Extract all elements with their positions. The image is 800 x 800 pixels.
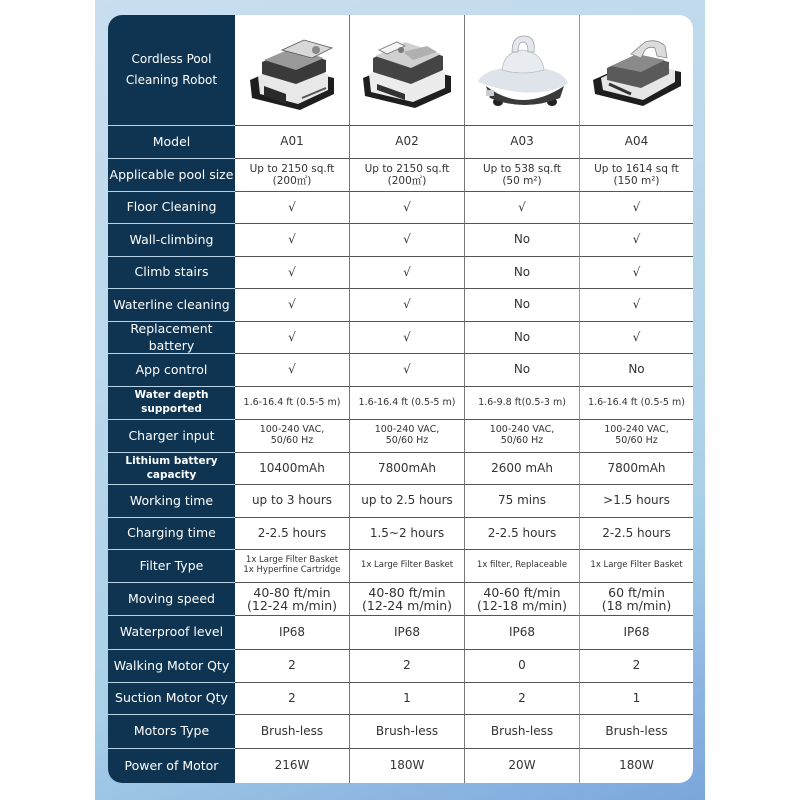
product-image-row (108, 15, 693, 126)
product-image-a03 (465, 15, 580, 126)
cell-a04: 2-2.5 hours (580, 518, 693, 550)
cell-a04 (580, 583, 693, 616)
cell-a01: √ (235, 224, 350, 257)
cell-a02: √ (350, 289, 465, 322)
cell-a02: √ (350, 224, 465, 257)
cell-line: (18 m/min) (601, 598, 672, 613)
row-label: Walking Motor Qty (108, 650, 235, 683)
table-row-filter-type (108, 550, 693, 583)
table-title-line1: Cordless Pool (131, 52, 212, 66)
cell-a04: √ (580, 257, 693, 289)
cell-a01: 1.6-16.4 ft (0.5-5 m) (235, 387, 350, 420)
cell-a01: 10400mAh (235, 453, 350, 485)
table-row-moving-speed (108, 583, 693, 616)
table-title (108, 15, 235, 126)
robot-a01-icon (242, 28, 342, 113)
cell-line: (200㎡) (387, 175, 427, 187)
cell-line: Up to 2150 sq.ft (364, 162, 450, 175)
cell-a03: No (465, 322, 580, 354)
cell-a02 (350, 583, 465, 616)
table-row-replacement-battery (108, 322, 693, 354)
table-row-motors-type (108, 715, 693, 749)
cell-line: 50/60 Hz (615, 435, 658, 446)
cell-a03: Brush-less (465, 715, 580, 749)
cell-a01 (235, 583, 350, 616)
cell-a02: up to 2.5 hours (350, 485, 465, 518)
cell-a04: 2 (580, 650, 693, 683)
table-row-waterline-cleaning (108, 289, 693, 322)
cell-a01: up to 3 hours (235, 485, 350, 518)
cell-a03: 2600 mAh (465, 453, 580, 485)
cell-a01 (235, 420, 350, 453)
cell-line: 50/60 Hz (385, 435, 429, 446)
cell-a02: IP68 (350, 616, 465, 650)
cell-a01: IP68 (235, 616, 350, 650)
cell-a04 (580, 159, 693, 192)
cell-a01: 216W (235, 749, 350, 783)
cell-line: 40-60 ft/min (483, 584, 561, 600)
cell-a03: 0 (465, 650, 580, 683)
row-label: Water depth supported (108, 387, 235, 420)
cell-a02: 180W (350, 749, 465, 783)
cell-a02: A02 (350, 126, 465, 159)
cell-a03: 2-2.5 hours (465, 518, 580, 550)
cell-line: Up to 2150 sq.ft (249, 162, 335, 175)
cell-a03 (465, 420, 580, 453)
cell-a03: IP68 (465, 616, 580, 650)
cell-a03 (465, 583, 580, 616)
cell-a01: Brush-less (235, 715, 350, 749)
product-image-a01 (235, 15, 350, 126)
cell-a01: A01 (235, 126, 350, 159)
cell-line: 100-240 VAC, (604, 424, 669, 436)
row-label: Waterproof level (108, 616, 235, 650)
cell-a02: √ (350, 322, 465, 354)
cell-a03: 1.6-9.8 ft(0.5-3 m) (465, 387, 580, 420)
table-row-working-time (108, 485, 693, 518)
cell-a04: 7800mAh (580, 453, 693, 485)
cell-a04 (580, 420, 693, 453)
cell-line: (50 m²) (502, 175, 542, 187)
cell-a04: IP68 (580, 616, 693, 650)
table-row-waterproof-level (108, 616, 693, 650)
cell-a02: Brush-less (350, 715, 465, 749)
cell-a01 (235, 550, 350, 583)
cell-a03: 2 (465, 683, 580, 715)
cell-a04: 1 (580, 683, 693, 715)
cell-line: 50/60 Hz (270, 435, 314, 446)
cell-line: (12-24 m/min) (246, 598, 337, 613)
table-row-battery-capacity (108, 453, 693, 485)
cell-line: 100-240 VAC, (374, 424, 440, 436)
row-label: Lithium battery capacity (108, 453, 235, 485)
row-label: Charging time (108, 518, 235, 550)
cell-a03: 75 mins (465, 485, 580, 518)
table-row-floor-cleaning (108, 192, 693, 224)
cell-line: 100-240 VAC, (259, 424, 325, 436)
cell-a02: 2 (350, 650, 465, 683)
cell-a03: 20W (465, 749, 580, 783)
row-label: Charger input (108, 420, 235, 453)
cell-a03: No (465, 289, 580, 322)
table-title-line2: Cleaning Robot (125, 73, 218, 87)
cell-a02: 7800mAh (350, 453, 465, 485)
cell-a04: √ (580, 224, 693, 257)
robot-a03-icon (472, 28, 572, 113)
cell-a02 (350, 420, 465, 453)
cell-a02: 1.5~2 hours (350, 518, 465, 550)
row-label: Suction Motor Qty (108, 683, 235, 715)
row-label: Power of Motor (108, 749, 235, 783)
cell-line: Up to 1614 sq ft (594, 162, 679, 175)
cell-a04: √ (580, 322, 693, 354)
cell-a04: A04 (580, 126, 693, 159)
row-label: Replacement battery (108, 322, 235, 354)
cell-a04: 180W (619, 758, 654, 773)
cell-a01: √ (235, 322, 350, 354)
cell-a01: 2 (235, 683, 350, 715)
table-row-app-control (108, 354, 693, 387)
cell-a03: A03 (465, 126, 580, 159)
product-image-a04 (580, 15, 693, 126)
row-label: Filter Type (108, 550, 235, 583)
row-label: Applicable pool size (108, 159, 235, 192)
cell-a04: 1x Large Filter Basket (580, 550, 693, 583)
comparison-table (108, 15, 693, 783)
row-label: Waterline cleaning (108, 289, 235, 322)
cell-line: 40-80 ft/min (253, 584, 331, 600)
product-image-a02 (350, 15, 465, 126)
table-row-suction-motor-qty (108, 683, 693, 715)
row-label: Wall-climbing (108, 224, 235, 257)
row-label: Model (108, 126, 235, 159)
cell-a03: No (465, 354, 580, 387)
cell-a02 (350, 159, 465, 192)
cell-line: (150 m²) (613, 175, 660, 187)
row-label: Moving speed (108, 583, 235, 616)
table-row-charger-input (108, 420, 693, 453)
row-label: Motors Type (108, 715, 235, 749)
cell-line: (200㎡) (272, 175, 312, 187)
cell-a03: √ (465, 192, 580, 224)
cell-a01: 2-2.5 hours (235, 518, 350, 550)
table-row-wall-climbing (108, 224, 693, 257)
cell-line: 60 ft/min (608, 584, 665, 600)
row-label: Climb stairs (108, 257, 235, 289)
cell-a04: √ (580, 289, 693, 322)
cell-a02: 1x Large Filter Basket (350, 550, 465, 583)
cell-a03: 1x filter, Replaceable (465, 550, 580, 583)
cell-line: 1x Large Filter Basket (245, 555, 339, 566)
cell-line: 100-240 VAC, (489, 424, 555, 436)
cell-a01: 2 (235, 650, 350, 683)
cell-a02: √ (350, 257, 465, 289)
cell-a01: √ (235, 289, 350, 322)
row-label: App control (108, 354, 235, 387)
cell-a04: Brush-less (580, 715, 693, 749)
table-row-power-of-motor (108, 749, 693, 783)
cell-a02: √ (350, 192, 465, 224)
cell-a01: √ (235, 192, 350, 224)
cell-line: (12-18 m/min) (476, 598, 567, 613)
cell-a01: √ (235, 257, 350, 289)
robot-a02-icon (357, 28, 457, 113)
cell-line: Up to 538 sq.ft (482, 162, 562, 175)
cell-a03: No (465, 257, 580, 289)
cell-a04: 1.6-16.4 ft (0.5-5 m) (580, 387, 693, 420)
table-row-charging-time (108, 518, 693, 550)
cell-a03: No (465, 224, 580, 257)
cell-a02: 1 (350, 683, 465, 715)
cell-a01: √ (235, 354, 350, 387)
cell-line: 40-80 ft/min (368, 584, 446, 600)
cell-a02: √ (350, 354, 465, 387)
cell-line: (12-24 m/min) (361, 598, 452, 613)
table-row-model (108, 126, 693, 159)
cell-line: 1x Hyperfine Cartridge (243, 565, 341, 575)
robot-a04-icon (587, 28, 687, 113)
cell-a04: >1.5 hours (580, 485, 693, 518)
table-row-pool-size (108, 159, 693, 192)
cell-a04: √ (580, 192, 693, 224)
cell-a04: No (580, 354, 693, 387)
table-row-climb-stairs (108, 257, 693, 289)
cell-a03 (465, 159, 580, 192)
row-label: Floor Cleaning (108, 192, 235, 224)
row-label: Working time (108, 485, 235, 518)
cell-line: 50/60 Hz (500, 435, 544, 446)
cell-a02: 1.6-16.4 ft (0.5-5 m) (350, 387, 465, 420)
table-row-walking-motor-qty (108, 650, 693, 683)
table-row-water-depth (108, 387, 693, 420)
cell-a01 (235, 159, 350, 192)
